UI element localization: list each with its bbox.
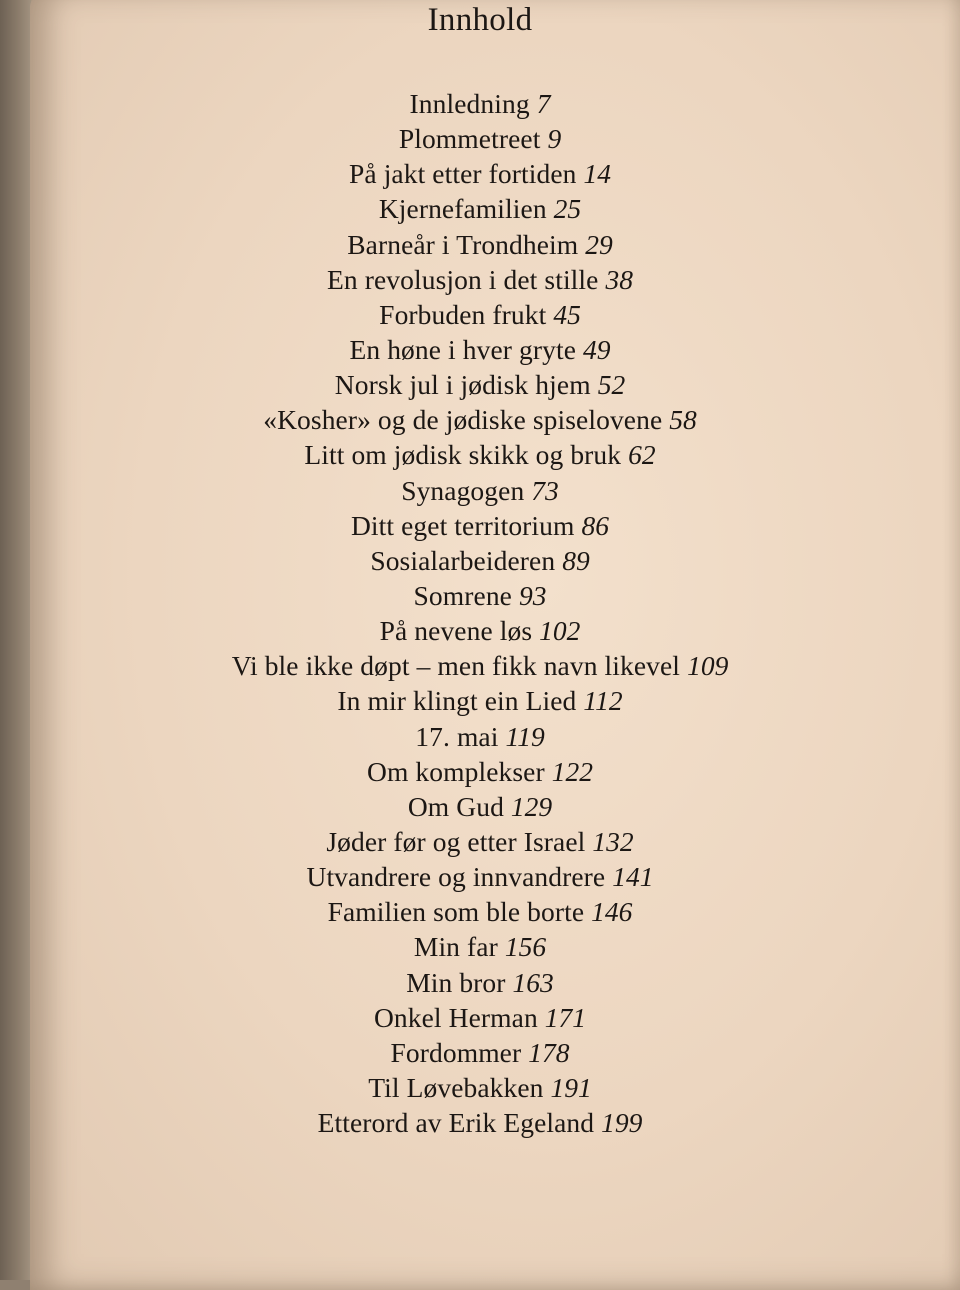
toc-entry-page-number: 129: [510, 790, 553, 822]
toc-entry: [0, 1070, 960, 1105]
toc-entry-title: En revolusjon i det stille: [327, 263, 599, 295]
page-title: Innhold: [427, 2, 533, 38]
toc-entry-title: Synagogen: [401, 474, 525, 506]
toc-entry-title: Kjernefamilien: [378, 193, 547, 225]
toc-entry: [0, 965, 960, 1000]
toc-entry-title: Utvandrere og innvandrere: [306, 861, 606, 893]
toc-entry-page-number: 199: [601, 1107, 643, 1139]
toc-entry-page-number: 163: [512, 966, 554, 998]
toc-entry-title: Om Gud: [407, 790, 504, 822]
toc-entry: [0, 297, 960, 332]
toc-entry: [0, 754, 960, 789]
toc-entry: [0, 1000, 960, 1035]
toc-entry-page-number: 141: [612, 861, 654, 893]
toc-entry: [0, 789, 960, 824]
toc-entry-page-number: 58: [669, 404, 697, 436]
toc-entry-title: 17. mai: [415, 720, 499, 752]
toc-entry: [0, 332, 960, 367]
toc-entry-title: Min bror: [406, 966, 506, 998]
toc-entry: [0, 613, 960, 648]
toc-entry-title: Ditt eget territorium: [350, 509, 575, 541]
toc-entry-page-number: 29: [585, 228, 613, 260]
toc-entry-page-number: 132: [592, 825, 634, 857]
toc-entry-page-number: 86: [581, 509, 610, 541]
toc-entry-title: Forbuden frukt: [379, 298, 547, 330]
toc-entry: [0, 683, 960, 718]
toc-entry: [0, 1105, 960, 1140]
toc-entry-title: Fordommer: [390, 1036, 522, 1068]
toc-entry-page-number: 7: [536, 88, 551, 119]
toc-entry-page-number: 102: [539, 615, 581, 647]
toc-entry-title: Innledning: [409, 88, 530, 119]
toc-entry-page-number: 9: [547, 123, 562, 155]
toc-entry: [0, 367, 960, 402]
toc-entry-title: Vi ble ikke døpt – men fikk navn likevel: [231, 650, 681, 682]
toc-entry-title: In mir klingt ein Lied: [337, 685, 577, 717]
toc-entry-title: Plommetreet: [398, 123, 541, 155]
toc-entry-title: Min far: [413, 931, 498, 963]
toc-entry-page-number: 45: [553, 298, 581, 330]
toc-entry-title: Til Løvebakken: [368, 1071, 544, 1103]
toc-entry: [0, 227, 960, 262]
toc-entry: [0, 191, 960, 226]
toc-entry-title: Etterord av Erik Egeland: [317, 1107, 595, 1139]
toc-entry: [0, 1035, 960, 1070]
toc-entry-page-number: 52: [597, 369, 626, 401]
toc-entry: [0, 578, 960, 613]
toc-entry-title: «Kosher» og de jødiske spiselovene: [263, 404, 663, 436]
toc-entry-page-number: 122: [551, 755, 593, 787]
toc-entry-page-number: 14: [583, 158, 611, 190]
toc-entry: [0, 121, 960, 156]
toc-entry-title: Litt om jødisk skikk og bruk: [304, 439, 622, 471]
toc-entry-title: Sosialarbeideren: [370, 544, 556, 576]
toc-entry-page-number: 89: [562, 544, 590, 576]
toc-entry-page-number: 146: [591, 896, 633, 928]
toc-entry-page-number: 191: [550, 1071, 592, 1103]
toc-entry-page-number: 171: [544, 1001, 587, 1033]
toc-entry-title: Om komplekser: [367, 755, 545, 787]
toc-entry-title: Norsk jul i jødisk hjem: [334, 369, 591, 401]
toc-entry: [0, 859, 960, 894]
table-of-contents: [0, 86, 960, 1140]
toc-entry-page-number: 109: [687, 650, 729, 682]
toc-entry-title: På nevene løs: [379, 615, 533, 647]
toc-entry: [0, 719, 960, 754]
toc-entry-page-number: 38: [605, 263, 633, 295]
toc-entry-title: Onkel Herman: [373, 1001, 538, 1033]
toc-entry-title: På jakt etter fortiden: [349, 158, 577, 190]
toc-entry: [0, 508, 960, 543]
toc-entry-page-number: 73: [531, 474, 559, 506]
toc-entry-page-number: 119: [505, 720, 545, 752]
toc-entry-page-number: 93: [518, 579, 547, 611]
toc-entry: [0, 543, 960, 578]
toc-entry: [0, 402, 960, 437]
toc-entry: [0, 824, 960, 859]
toc-entry-page-number: 156: [504, 931, 547, 963]
toc-entry-page-number: 25: [553, 193, 582, 225]
toc-entry: [0, 86, 960, 121]
toc-entry: [0, 929, 960, 964]
toc-entry: [0, 437, 960, 472]
toc-entry-page-number: 112: [583, 685, 623, 717]
toc-entry: [0, 156, 960, 191]
toc-entry: [0, 648, 960, 683]
toc-entry: [0, 473, 960, 508]
toc-entry-title: Familien som ble borte: [327, 896, 585, 928]
toc-entry-title: En høne i hver gryte: [349, 333, 576, 365]
toc-entry-title: Somrene: [413, 579, 512, 611]
toc-entry-title: Barneår i Trondheim: [347, 228, 579, 260]
toc-entry: [0, 262, 960, 297]
toc-entry-page-number: 62: [628, 439, 656, 471]
toc-entry-page-number: 49: [583, 333, 611, 365]
toc-entry-page-number: 178: [528, 1036, 570, 1068]
toc-entry: [0, 894, 960, 929]
toc-entry-title: Jøder før og etter Israel: [326, 825, 586, 857]
